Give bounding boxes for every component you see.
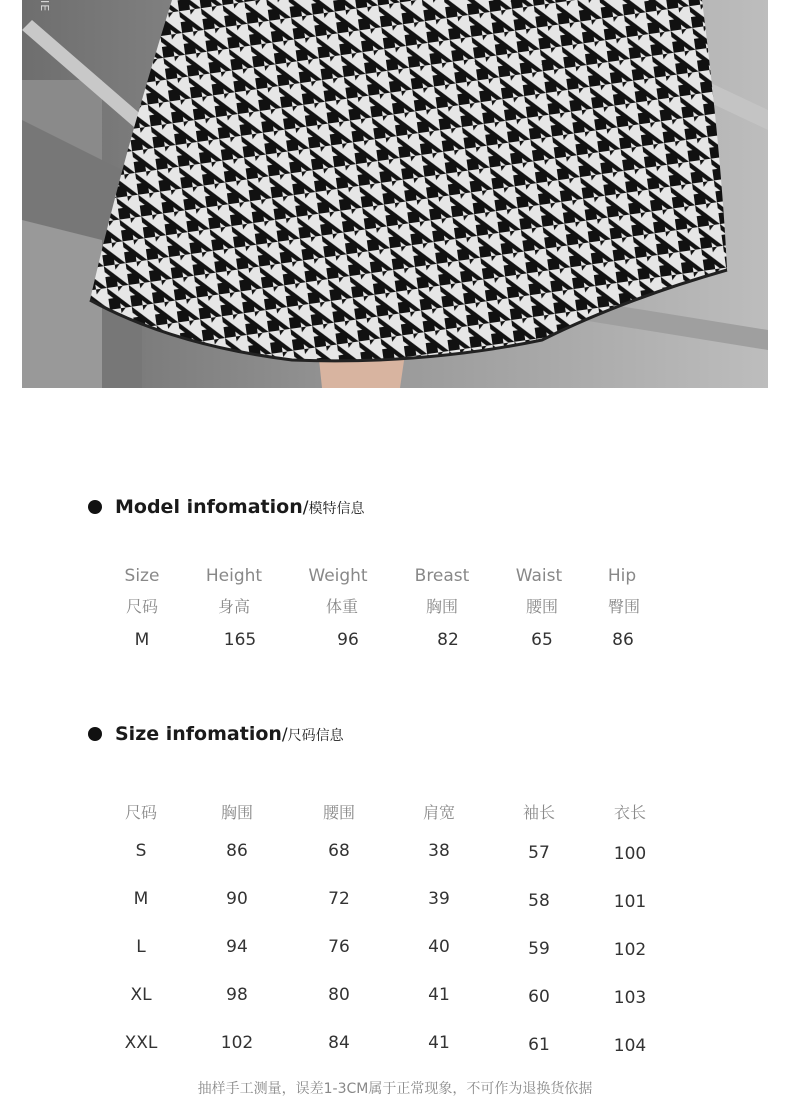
model-header-en: Height	[205, 566, 263, 586]
size-header: 胸围	[220, 803, 253, 822]
size-cell: 100	[613, 844, 647, 864]
model-header-cn: 臀围	[607, 597, 640, 616]
size-cell: 39	[428, 889, 450, 909]
size-header: 腰围	[322, 803, 355, 822]
size-cell: 90	[226, 889, 248, 909]
model-header-cn: 体重	[325, 597, 358, 616]
product-photo	[22, 0, 768, 388]
size-title-en: Size infomation	[115, 723, 282, 745]
size-cell: 102	[220, 1033, 254, 1053]
size-cell: 84	[328, 1033, 350, 1053]
size-cell: 80	[328, 985, 350, 1005]
size-header: 衣长	[613, 803, 646, 822]
model-info-title	[88, 496, 364, 518]
model-value: 86	[612, 630, 634, 650]
model-value: M	[134, 630, 150, 650]
size-cell: 68	[328, 841, 350, 861]
size-cell: 102	[613, 940, 647, 960]
model-header-en: Size	[124, 566, 160, 586]
size-cell: XL	[130, 985, 152, 1005]
model-header-en: Weight	[308, 566, 368, 586]
size-cell: 59	[528, 939, 550, 959]
size-cell: 38	[428, 841, 450, 861]
size-cell: 58	[528, 891, 550, 911]
size-cell: 41	[428, 1033, 450, 1053]
size-cell: XXL	[124, 1033, 158, 1053]
size-header: 尺码	[124, 803, 157, 822]
photo-corner-text: IE	[38, 0, 51, 13]
size-cell: 86	[226, 841, 248, 861]
model-title-en: Model infomation	[115, 496, 303, 518]
size-cell: 72	[328, 889, 350, 909]
model-value: 96	[337, 630, 359, 650]
size-cell: 103	[613, 988, 647, 1008]
model-header-cn: 胸围	[425, 597, 458, 616]
model-header-en: Waist	[515, 566, 563, 586]
model-value: 165	[223, 630, 257, 650]
model-header-cn: 身高	[217, 597, 250, 616]
size-header: 肩宽	[422, 803, 455, 822]
size-cell: M	[133, 889, 149, 909]
size-cell: 57	[528, 843, 550, 863]
size-header: 袖长	[522, 803, 555, 822]
size-cell: 76	[328, 937, 350, 957]
model-value: 65	[531, 630, 553, 650]
size-cell: 101	[613, 892, 647, 912]
size-cell: L	[136, 937, 146, 957]
size-cell: 40	[428, 937, 450, 957]
measurement-footnote: 抽样手工测量，误差1-3CM属于正常现象，不可作为退换货依据	[197, 1081, 593, 1097]
bullet-icon	[88, 500, 102, 514]
size-title-separator: /	[281, 725, 288, 745]
model-title-cn: 模特信息	[308, 501, 365, 517]
size-cell: 104	[613, 1036, 647, 1056]
model-header-cn: 尺码	[125, 597, 158, 616]
model-title-separator: /	[302, 498, 309, 518]
model-value: 82	[437, 630, 459, 650]
size-cell: 61	[528, 1035, 550, 1055]
size-cell: 98	[226, 985, 248, 1005]
size-cell: S	[135, 841, 147, 861]
size-info-title	[88, 723, 344, 745]
size-cell: 60	[528, 987, 550, 1007]
size-cell: 94	[226, 937, 248, 957]
model-header-cn: 腰围	[525, 597, 558, 616]
size-cell: 41	[428, 985, 450, 1005]
size-title-cn: 尺码信息	[287, 728, 344, 744]
model-header-en: Breast	[414, 566, 470, 586]
model-header-en: Hip	[607, 566, 637, 586]
bullet-icon	[88, 727, 102, 741]
